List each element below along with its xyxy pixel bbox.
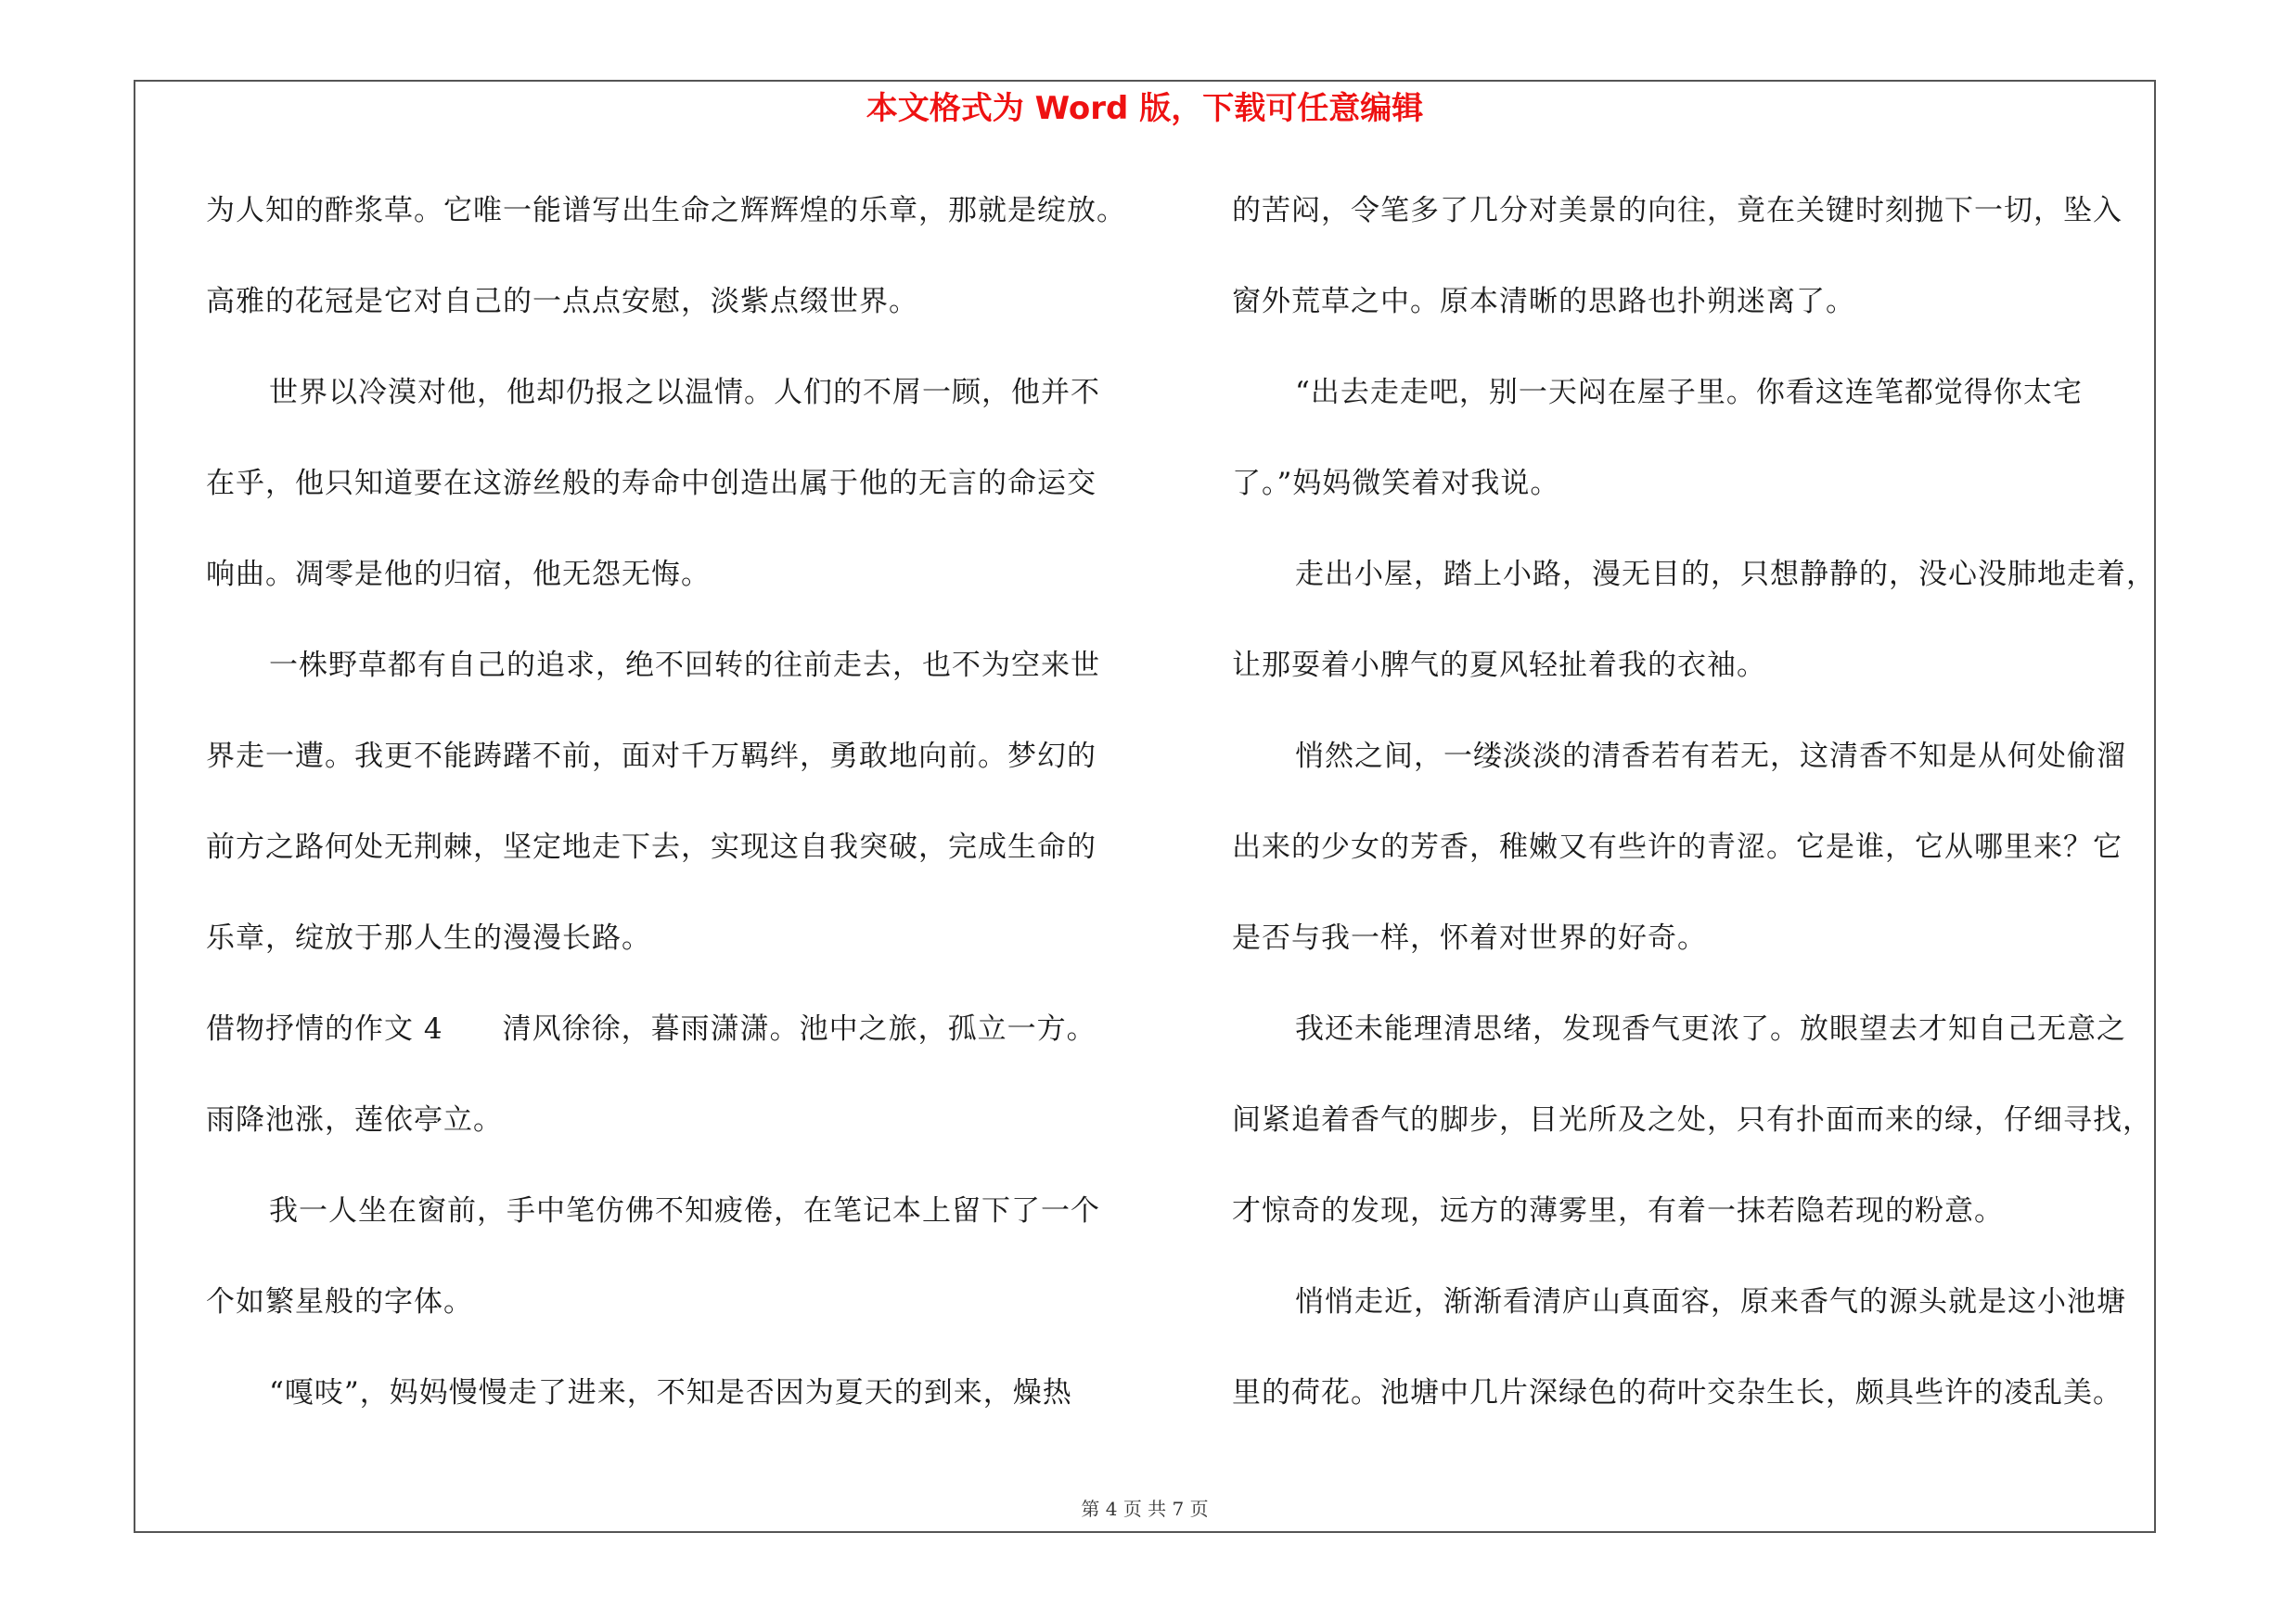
- text-line: 高雅的花冠是它对自己的一点点安慰，淡紫点缀世界。: [206, 285, 918, 318]
- text-line: 的苦闷，令笔多了几分对美景的向往，竟在关键时刻抛下一切，坠入: [1232, 194, 2123, 227]
- section-title-line: 借物抒情的作文 4 清风徐徐，暮雨潇潇。池中之旅，孤立一方。: [206, 1012, 1097, 1046]
- paragraph-start: 走出小屋，踏上小路，漫无目的，只想静静的，没心没肺地走着，: [1295, 558, 2156, 591]
- text-line: 是否与我一样，怀着对世界的好奇。: [1232, 921, 1707, 955]
- text-line: 了。”妈妈微笑着对我说。: [1232, 467, 1560, 500]
- text-line: 让那耍着小脾气的夏风轻扯着我的衣袖。: [1232, 649, 1766, 682]
- paragraph-start: 一株野草都有自己的追求，绝不回转的往前走去，也不为空来世: [269, 649, 1100, 682]
- text-line: 界走一遭。我更不能踌躇不前，面对千万羁绊，勇敢地向前。梦幻的: [206, 740, 1097, 773]
- text-line: 出来的少女的芳香，稚嫩又有些许的青涩。它是谁，它从哪里来？它: [1232, 831, 2123, 864]
- text-line: 雨降池涨，莲依亭立。: [206, 1103, 503, 1137]
- text-line: 间紧追着香气的脚步，目光所及之处，只有扑面而来的绿，仔细寻找，: [1232, 1103, 2152, 1137]
- text-line: 为人知的酢浆草。它唯一能谱写出生命之辉辉煌的乐章，那就是绽放。: [206, 194, 1126, 227]
- text-line: 里的荷花。池塘中几片深绿色的荷叶交杂生长，颇具些许的凌乱美。: [1232, 1376, 2123, 1410]
- text-line: 在乎，他只知道要在这游丝般的寿命中创造出属于他的无言的命运交: [206, 467, 1097, 500]
- word-format-banner: 本文格式为 Word 版，下载可任意编辑: [866, 90, 1424, 127]
- paragraph-start: 悄悄走近，渐渐看清庐山真面容，原来香气的源头就是这小池塘: [1295, 1285, 2126, 1319]
- paragraph-start: “嘎吱”，妈妈慢慢走了进来，不知是否因为夏天的到来，燥热: [269, 1376, 1072, 1410]
- paragraph-start: “出去走走吧，别一天闷在屋子里。你看这连笔都觉得你太宅: [1295, 376, 2083, 409]
- paragraph-start: 世界以冷漠对他，他却仍报之以温情。人们的不屑一顾，他并不: [269, 376, 1100, 409]
- paragraph-start: 悄然之间，一缕淡淡的清香若有若无，这清香不知是从何处偷溜: [1295, 740, 2126, 773]
- paragraph-start: 我还未能理清思绪，发现香气更浓了。放眼望去才知自己无意之: [1295, 1012, 2126, 1046]
- text-line: 响曲。凋零是他的归宿，他无怨无悔。: [206, 558, 711, 591]
- text-line: 个如繁星般的字体。: [206, 1285, 473, 1319]
- page-number: 第 4 页 共 7 页: [1081, 1498, 1209, 1520]
- text-line: 乐章，绽放于那人生的漫漫长路。: [206, 921, 651, 955]
- text-line: 才惊奇的发现，远方的薄雾里，有着一抹若隐若现的粉意。: [1232, 1194, 2004, 1228]
- text-line: 窗外荒草之中。原本清晰的思路也扑朔迷离了。: [1232, 285, 1855, 318]
- paragraph-start: 我一人坐在窗前，手中笔仿佛不知疲倦，在笔记本上留下了一个: [269, 1194, 1100, 1228]
- text-line: 前方之路何处无荆棘，坚定地走下去，实现这自我突破，完成生命的: [206, 831, 1097, 864]
